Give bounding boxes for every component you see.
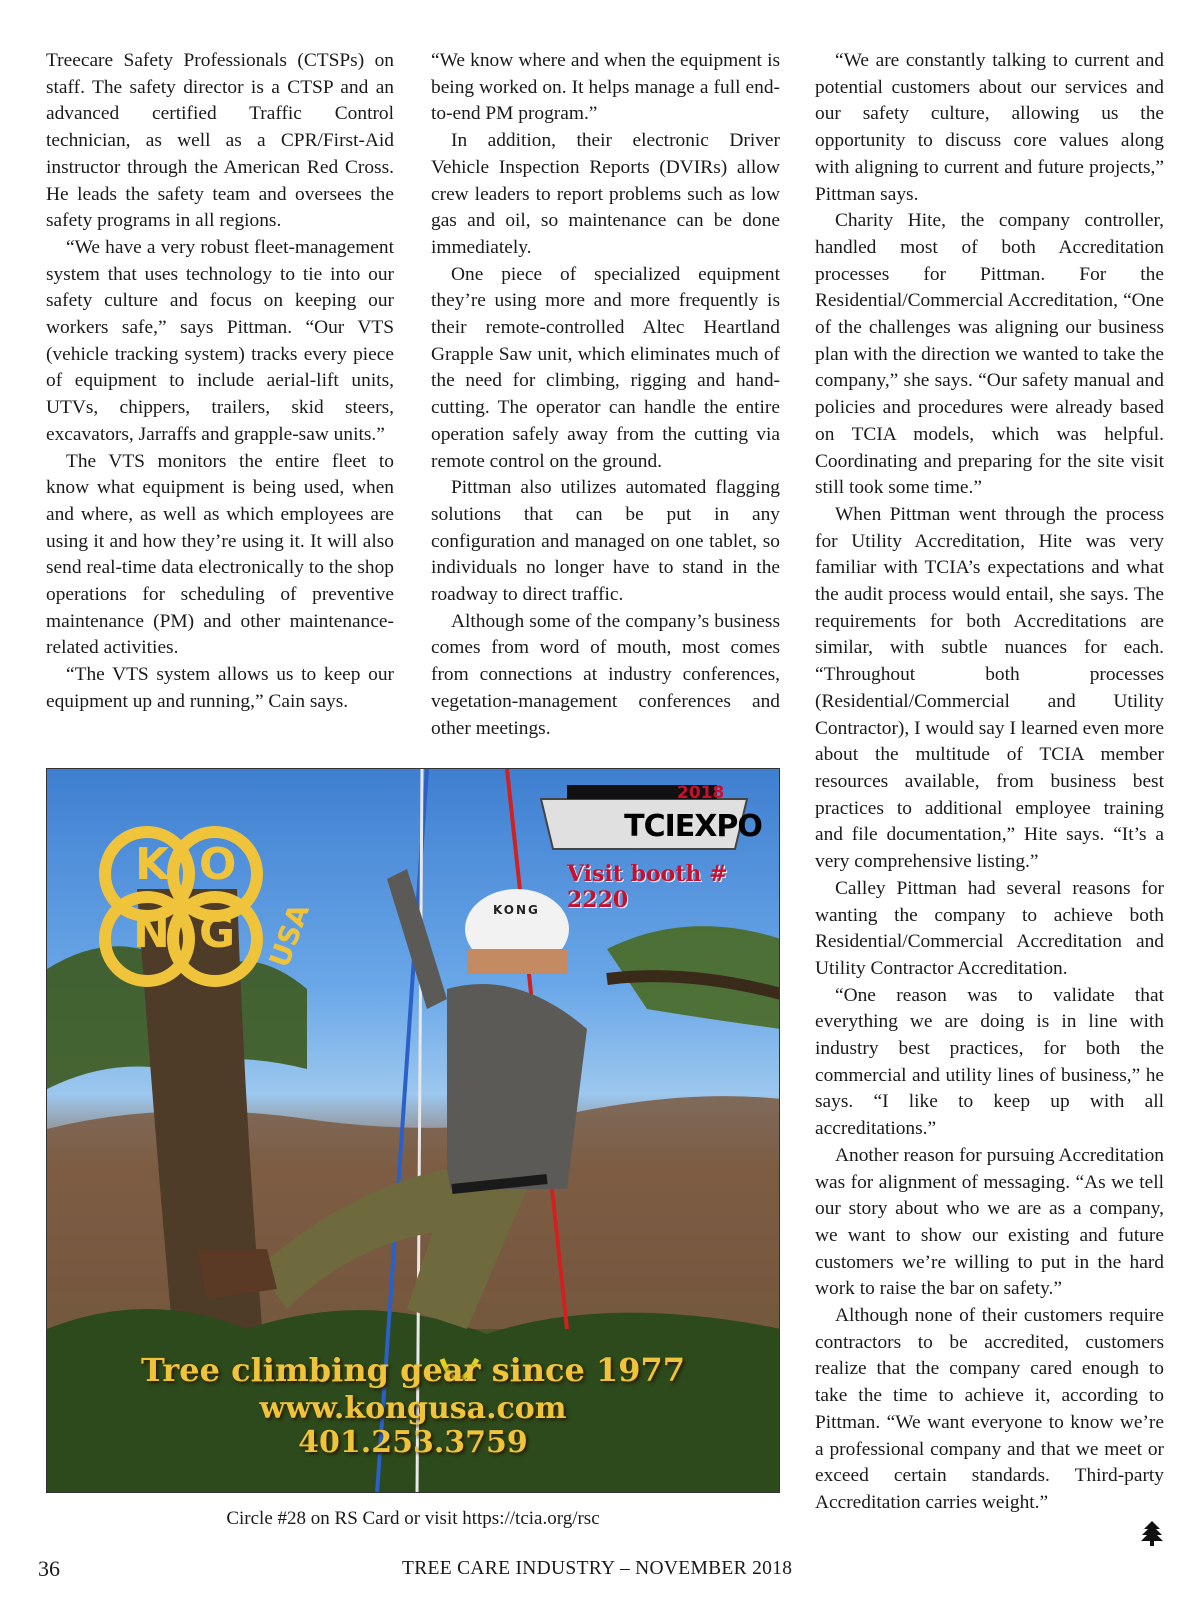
logo-letter-o: O xyxy=(199,839,237,890)
tree-end-mark-icon xyxy=(1140,1520,1164,1546)
paragraph: Another reason for pursuing Accreditation was for alignment of messaging. “As we tell our story about who we are as a company, we want to show our existing and future customers we’re willing to put in the hard work to raise the bar on safety.” xyxy=(815,1144,1164,1300)
paragraph: Although some of the company’s business comes from word of mouth, most comes from connections at industry conferences, vegetation-management conferences and other meetings. xyxy=(431,610,780,739)
paragraph: “We have a very robust fleet-management system that uses technology to tie into our safety culture and focus on keeping our workers safe,” says Pittman. “Our VTS (vehicle tracking system) tracks every piece of equipment to include aerial-lift units, UTVs, chippers, trailers, skid steers, excavators, Jarraffs and grapple-saw units.” xyxy=(46,236,394,445)
paragraph: “One reason was to validate that everything we are doing is in line with industry best practices, for both the commercial and utility lines of business,” he says. “I like to keep up with all accreditations.” xyxy=(815,984,1164,1140)
paragraph: “We know where and when the equipment is being worked on. It helps manage a full end-to-end PM program.” xyxy=(431,50,780,125)
paragraph: Pittman also utilizes automated flagging solutions that can be put in any configuration and managed on one tablet, so individuals no longer have to stand in the roadway to direct traffic. xyxy=(431,477,780,606)
booth-number: Visit booth # 2220 xyxy=(567,861,728,913)
paragraph: Calley Pittman had several reasons for wanting the company to achieve both Residential/Commercial Accreditation and Utility Contractor Accreditation. xyxy=(815,877,1164,979)
paragraph: Charity Hite, the company controller, handled most of both Accreditation processes for Pittman. For the Residential/Commercial Accreditation, “One of the challenges was aligning our business plan with the direction we wanted to take the company,” she says. “Our safety manual and policies and procedures were already based on TCIA models, which was helpful. Coordinating and preparing for the site visit still took some time.” xyxy=(815,210,1164,499)
publication-footer: TREE CARE INDUSTRY – NOVEMBER 2018 xyxy=(402,1558,793,1579)
article-column-left xyxy=(46,48,394,716)
paragraph: One piece of specialized equipment they’re using more and more frequently is their remote-controlled Altec Heartland Grapple Saw unit, which eliminates much of the need for climbing, rigging and hand-cutting. The operator can handle the entire operation safely away from the cutting via remote control on the ground. xyxy=(431,263,780,472)
paragraph: When Pittman went through the process for Utility Accreditation, Hite was very familiar with TCIA’s expectations and what the audit process would entail, she says. The requirements for both Accreditations are similar, with subtle nuances for each. “Throughout both processes (Residential/Commercial and Utility Contractor), I would say I learned even more about the multitude of TCIA member resources available, from business best practices to additional employee training and file documentation,” Hite says. “It’s a very comprehensive listing.” xyxy=(815,503,1164,873)
article-column-middle xyxy=(431,48,780,742)
paragraph: “The VTS system allows us to keep our equipment up and running,” Cain says. xyxy=(46,664,394,712)
expo-logo-text: TCIEXPO xyxy=(624,809,762,844)
ad-tagline: Tree climbing gear since 1977 xyxy=(140,1351,686,1389)
paragraph: Although none of their customers require contractors to be accredited, customers realize that the company cared enough to take the time to achieve it, according to Pittman. “We want everyone to know we’re a professional company and that we meet or exceed certain standards. Third-party Accreditation carries weight.” xyxy=(815,1305,1164,1513)
paragraph: The VTS monitors the entire fleet to know what equipment is being used, when and where, as well as which employees are using it and how they’re using it. It will also send real-time data electronically to the shop operations for scheduling of preventive maintenance (PM) and other maintenance-related activities. xyxy=(46,450,394,659)
page-number: 36 xyxy=(38,1556,60,1581)
paragraph: “We are constantly talking to current and potential customers about our services and our safety culture, allowing us the opportunity to discuss core values along with aligning to current and future projects,” Pittman says. xyxy=(815,50,1164,205)
ad-phone-number: 401.253.3759 xyxy=(298,1425,528,1460)
logo-usa: USA xyxy=(262,899,316,972)
ad-caption: Circle #28 on RS Card or visit https://tcia.org/rsc xyxy=(226,1508,600,1529)
paragraph: In addition, their electronic Driver Vehicle Inspection Reports (DVIRs) allow crew leaders to report problems such as low gas and oil, so maintenance can be done immediately. xyxy=(431,130,780,258)
helmet-label: KONG xyxy=(493,903,540,917)
ad-website-link[interactable]: www.kongusa.com xyxy=(259,1391,567,1426)
kong-usa-advertisement[interactable] xyxy=(46,768,780,1493)
article-column-right xyxy=(815,48,1164,1517)
expo-year: 2018 xyxy=(677,783,725,803)
logo-letter-k: K xyxy=(135,839,170,890)
paragraph: Treecare Safety Professionals (CTSPs) on staff. The safety director is a CTSP and an advanced certified Traffic Control technician, as well as a CPR/First-Aid instructor through the American Red Cross. He leads the safety team and oversees the safety programs in all regions. xyxy=(46,50,394,232)
logo-letter-g: G xyxy=(199,907,236,958)
logo-letter-n: N xyxy=(133,907,170,958)
